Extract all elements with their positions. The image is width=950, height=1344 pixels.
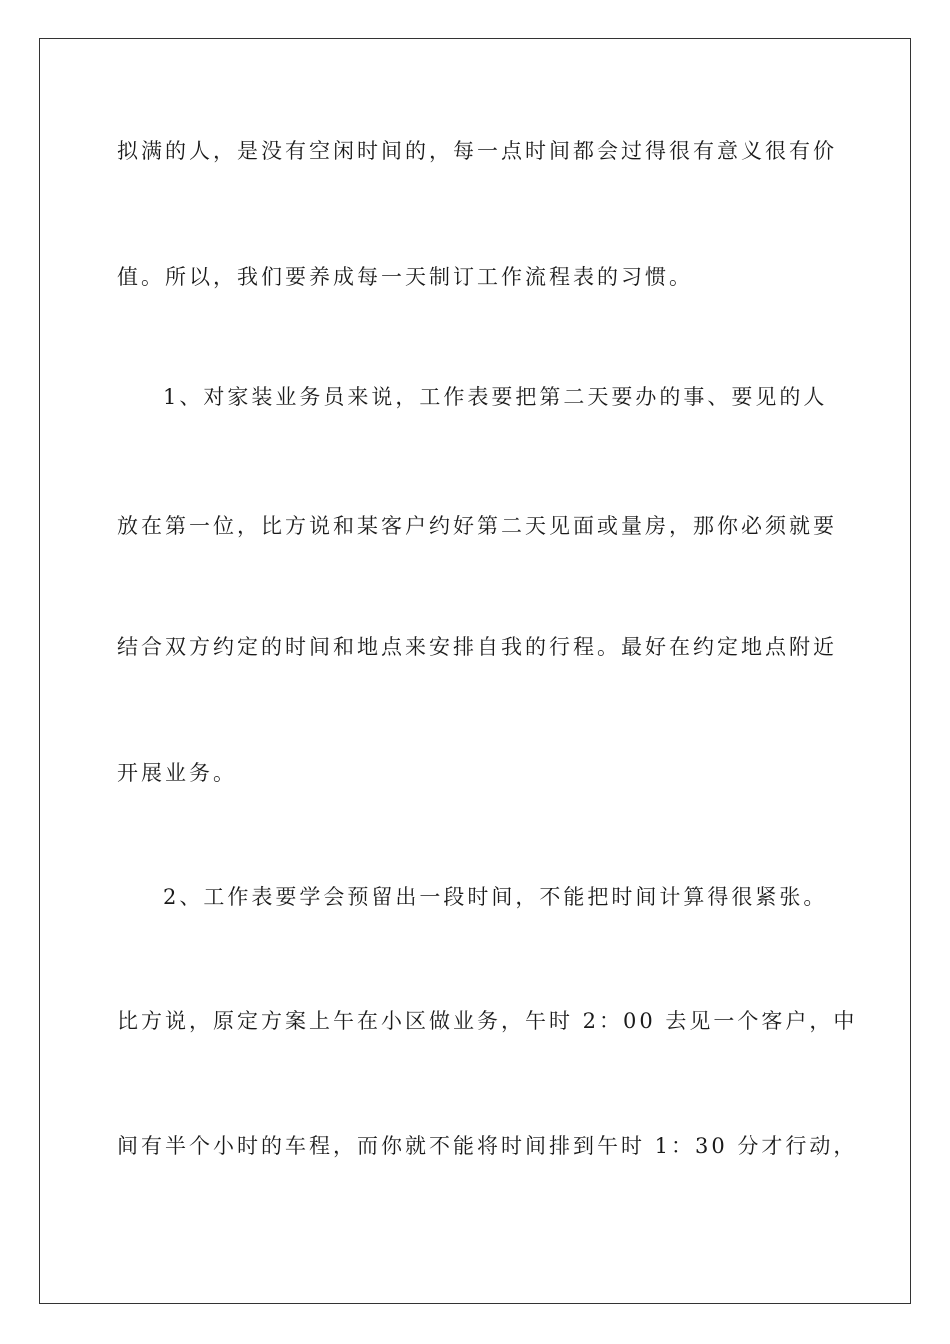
text-line-4: 放在第一位，比方说和某客户约好第二天见面或量房，那你必须就要 bbox=[117, 514, 837, 538]
page-border bbox=[39, 38, 911, 1304]
text-line-9: 间有半个小时的车程，而你就不能将时间排到午时 1：30 分才行动， bbox=[117, 1134, 858, 1158]
text-line-8: 比方说，原定方案上午在小区做业务，午时 2：00 去见一个客户，中 bbox=[117, 1009, 858, 1033]
paragraph-2-first-line: 2、工作表要学会预留出一段时间，不能把时间计算得很紧张。 bbox=[163, 885, 828, 909]
text-line-5: 结合双方约定的时间和地点来安排自我的行程。最好在约定地点附近 bbox=[117, 635, 837, 659]
text-line-2: 值。所以，我们要养成每一天制订工作流程表的习惯。 bbox=[117, 265, 693, 289]
text-line-6: 开展业务。 bbox=[117, 761, 237, 785]
text-line-1: 拟满的人，是没有空闲时间的，每一点时间都会过得很有意义很有价 bbox=[117, 139, 837, 163]
paragraph-1-first-line: 1、对家装业务员来说，工作表要把第二天要办的事、要见的人 bbox=[163, 385, 828, 409]
